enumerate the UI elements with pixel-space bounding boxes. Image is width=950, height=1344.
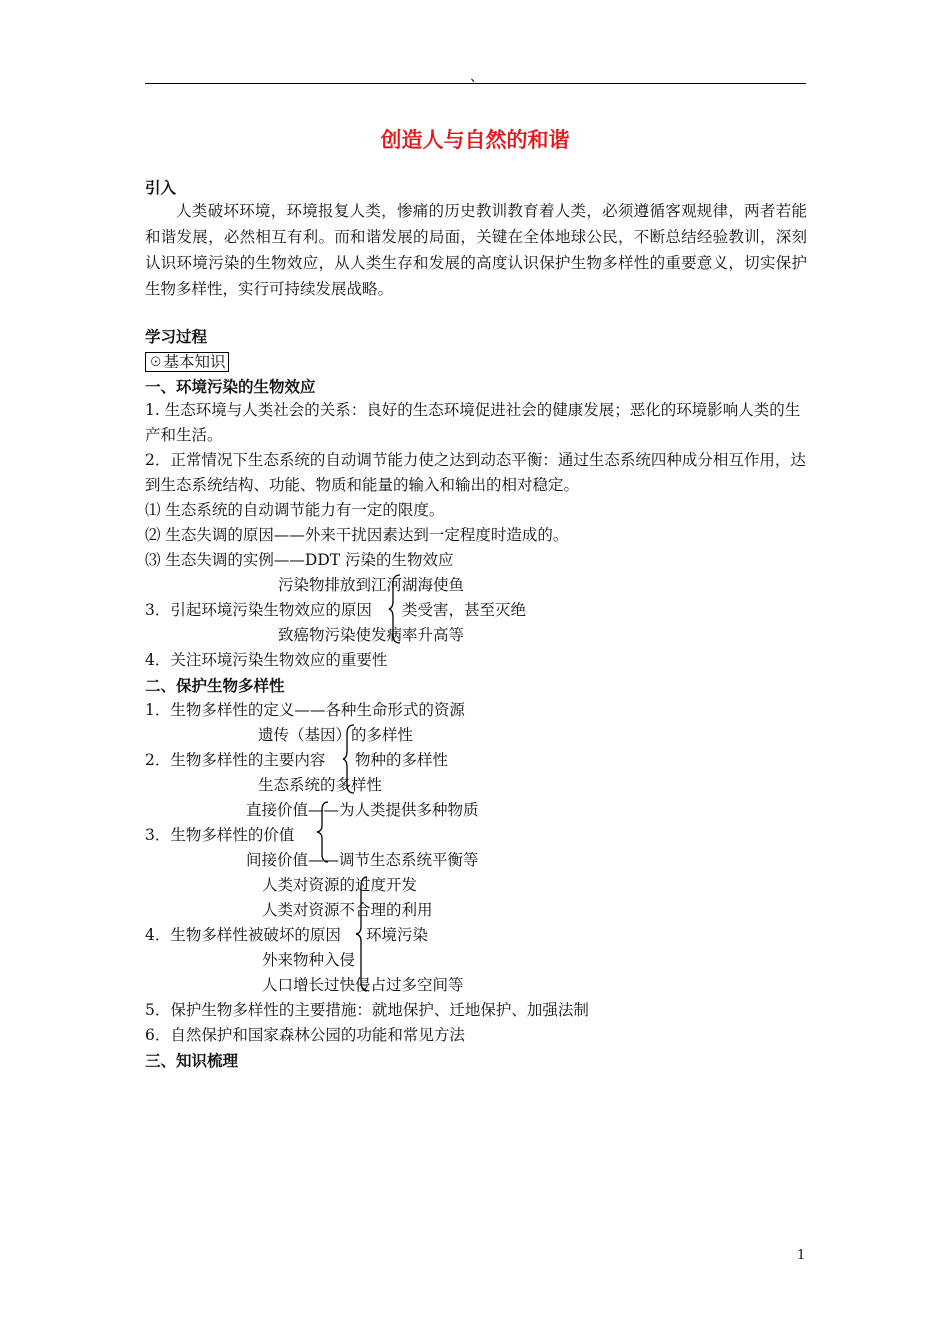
section2-heading: 二、保护生物多样性 (145, 677, 285, 695)
damage-cause-2: 人类对资源不合理的利用 (262, 901, 433, 919)
header-rule (145, 83, 806, 84)
content-bottom: 生态系统的多样性 (258, 776, 383, 794)
value-brace (316, 800, 332, 864)
damage-cause-1: 人类对资源的过度开发 (262, 876, 418, 894)
intro-paragraph: 人类破坏环境，环境报复人类，惨痛的历史教训教育着人类，必须遵循客观规律，两者若能和谐发展，必然相互有利。而和谐发展的局面，关键在全体地球公民，不断总结经验教训，深刻认识环境污染的生物效应，从人类生存和发展的高度认识保护生物多样性的重要意义，切实保护生物多样性，实行可持续发展战略。 (145, 202, 807, 298)
process-heading: 学习过程 (145, 328, 208, 346)
intro-heading: 引入 (145, 179, 177, 197)
s2-item5: 5．保护生物多样性的主要措施：就地保护、迁地保护、加强法制 (145, 1001, 589, 1019)
cause-mid: 类受害，甚至灭绝 (402, 601, 527, 619)
s1-sub3: ⑶ 生态失调的实例——DDT 污染的生物效应 (145, 551, 454, 569)
s2-item3: 3．生物多样性的价值 (145, 826, 295, 844)
value-indirect: 间接价值——调节生态系统平衡等 (246, 851, 479, 869)
value-direct: 直接价值——为人类提供多种物质 (246, 801, 479, 819)
s2-item1: 1．生物多样性的定义——各种生命形式的资源 (145, 701, 465, 719)
damage-cause-3: 环境污染 (366, 926, 429, 944)
page-title: 创造人与自然的和谐 (380, 127, 570, 152)
damage-brace (355, 875, 371, 993)
s1-sub1: ⑴ 生态系统的自动调节能力有一定的限度。 (145, 501, 445, 519)
cause-top: 污染物排放到江河湖海使鱼 (278, 576, 465, 594)
s1-sub2: ⑵ 生态失调的原因——外来干扰因素达到一定程度时造成的。 (145, 526, 569, 544)
basic-knowledge-label: ☉基本知识 (145, 352, 229, 372)
cause-bottom: 致癌物污染使发病率升高等 (278, 626, 465, 644)
s2-item2: 2．生物多样性的主要内容 (145, 751, 326, 769)
damage-cause-4: 外来物种入侵 (262, 951, 356, 969)
s1-item3: 3．引起环境污染生物效应的原因 (145, 601, 372, 619)
section3-heading: 三、知识梳理 (145, 1052, 239, 1070)
s1-item2: 2．正常情况下生态系统的自动调节能力使之达到动态平衡：通过生态系统四种成分相互作用，达到生态系统结构、功能、物质和能量的输入和输出的相对稳定。 (145, 451, 806, 494)
header-mark: 、 (470, 69, 484, 85)
s2-item6: 6．自然保护和国家森林公园的功能和常见方法 (145, 1026, 465, 1044)
cause-brace (388, 573, 404, 645)
s1-item4: 4．关注环境污染生物效应的重要性 (145, 651, 388, 669)
page-number: 1 (797, 1248, 806, 1263)
content-mid: 物种的多样性 (355, 751, 449, 769)
s1-item1: 1. 生态环境与人类社会的关系：良好的生态环境促进社会的健康发展；恶化的环境影响人类的生产和生活。 (145, 401, 801, 444)
damage-cause-5: 人口增长过快侵占过多空间等 (262, 976, 464, 994)
content-top: 遗传（基因）的多样性 (258, 726, 414, 744)
s2-item4: 4．生物多样性被破坏的原因 (145, 926, 341, 944)
content-brace (342, 723, 358, 795)
section1-heading: 一、环境污染的生物效应 (145, 378, 316, 396)
